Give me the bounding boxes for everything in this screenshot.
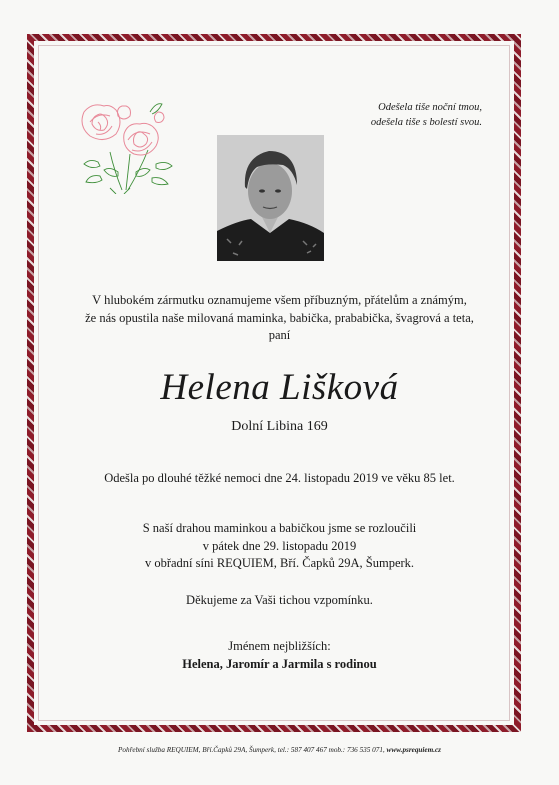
motto-line-2: odešela tiše s bolestí svou. <box>370 117 482 128</box>
deceased-name: Helena Lišková <box>160 367 399 408</box>
signature-names: Helena, Jaromír a Jarmila s rodinou <box>182 657 377 671</box>
death-notice: Odešla po dlouhé těžké nemoci dne 24. listopadu 2019 ve věku 85 let. <box>104 471 455 485</box>
roses-icon <box>70 92 182 194</box>
intro-line-3: paní <box>268 328 291 342</box>
footer-website-link[interactable]: www.psrequiem.cz <box>386 746 441 754</box>
motto-line-1: Odešela tiše noční tmou, <box>378 102 482 113</box>
farewell-line-1: S naší drahou maminkou a babičkou jsme se rozloučili <box>142 521 417 535</box>
thanks-text: Děkujeme za Vaši tichou vzpomínku. <box>186 593 373 607</box>
intro-line-2: že nás opustila naše milovaná maminka, babička, prababička, švagrová a teta, <box>85 310 474 325</box>
intro-text <box>40 292 519 345</box>
deceased-address: Dolní Libina 169 <box>231 419 328 434</box>
farewell-line-2: v pátek dne 29. listopadu 2019 <box>202 538 357 553</box>
footer-contact <box>20 745 539 755</box>
signature-label: Jménem nejbližších: <box>228 639 331 653</box>
farewell-text <box>40 520 519 573</box>
farewell-line-3: v obřadní síni REQUIEM, Bří. Čapků 29A, Šumperk. <box>144 556 415 570</box>
portrait-photo <box>217 135 324 261</box>
motto-verse <box>300 100 482 130</box>
footer-text: Pohřební služba REQUIEM, Bří.Čapků 29A, Šumperk, tel.: 587 407 467 mob.: 736 535 071, <box>118 746 387 754</box>
intro-line-1: V hlubokém zármutku oznamujeme všem příbuzným, přátelům a známým, <box>92 293 467 307</box>
